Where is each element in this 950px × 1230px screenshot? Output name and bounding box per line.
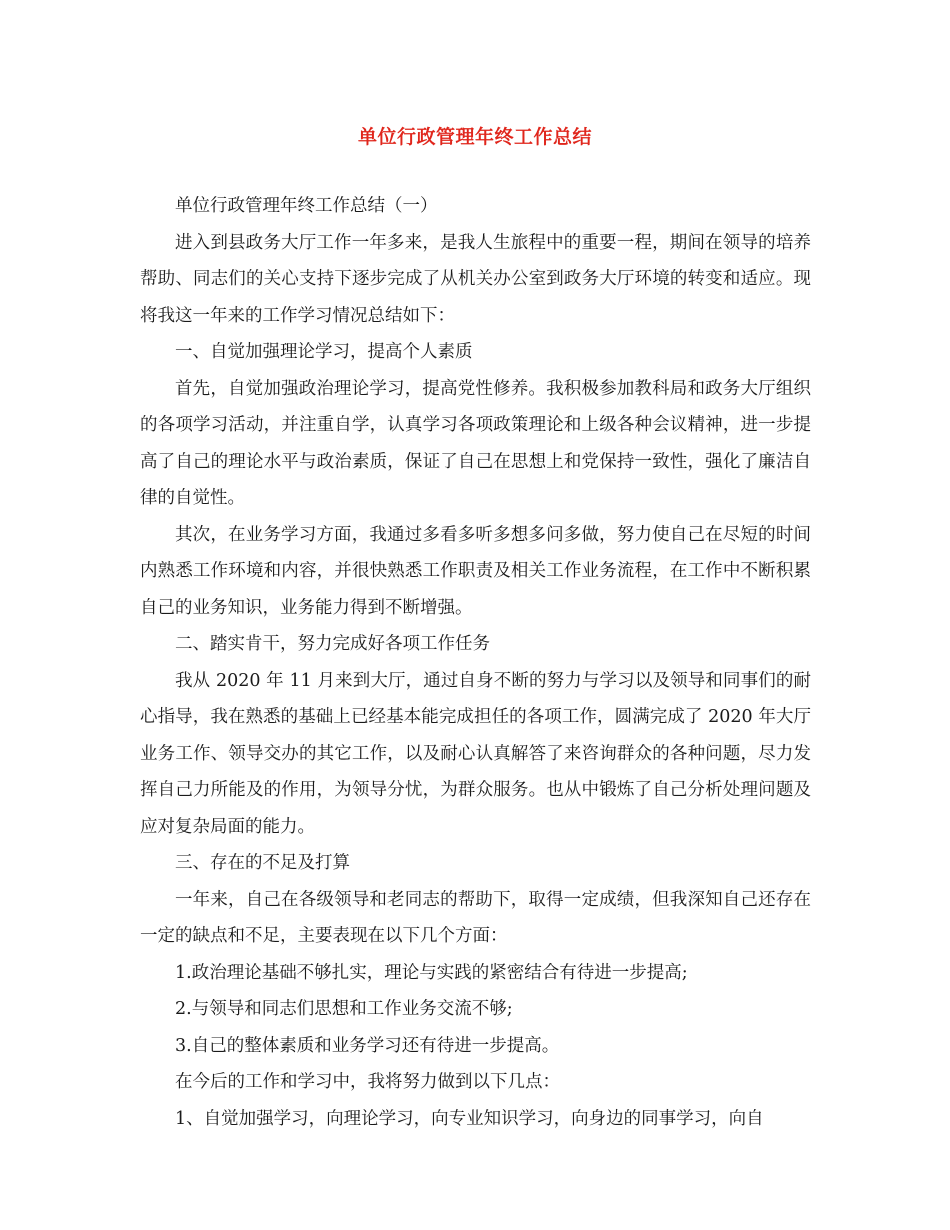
- body-paragraph: 在今后的工作和学习中，我将努力做到以下几点：: [175, 1072, 560, 1092]
- list-item: 3.自己的整体素质和业务学习还有待进一步提高。: [175, 1035, 560, 1056]
- list-item: 1.政治理论基础不够扎实，理论与实践的紧密结合有待进一步提高;: [175, 962, 688, 983]
- list-item: 1、自觉加强学习，向理论学习，向专业知识学习，向身边的同事学习，向自: [175, 1108, 764, 1129]
- section-heading-3: 三、存在的不足及打算: [175, 853, 350, 873]
- body-paragraph: 其次，在业务学习方面，我通过多看多听多想多问多做，努力使自己在尽短的时间内熟悉工作环境和内容，并很快熟悉工作职责及相关工作业务流程，在工作中不断积累自己的业务知识，业务能力得到不断增强。: [140, 524, 811, 618]
- document-title: 单位行政管理年终工作总结: [357, 126, 592, 148]
- body-paragraph: 我从 2020 年 11 月来到大厅，通过自身不断的努力与学习以及领导和同事们的耐心指导，我在熟悉的基础上已经基本能完成担任的各项工作，圆满完成了 2020 年大厅业务工作、领导交办的其它工作，以及耐心认真解答了来咨询群众的各种问题，尽力发挥自己力所能及的作用，为领导分忧，为群众服务。也从中锻炼了自己分析处理问题及应对复杂局面的能力。: [140, 670, 811, 837]
- body-paragraph: 一年来，自己在各级领导和老同志的帮助下，取得一定成绩，但我深知自己还存在一定的缺点和不足，主要表现在以下几个方面：: [140, 889, 811, 946]
- list-item: 2.与领导和同志们思想和工作业务交流不够;: [175, 999, 513, 1019]
- intro-paragraph: 进入到县政务大厅工作一年多来，是我人生旅程中的重要一程，期间在领导的培养帮助、同志们的关心支持下逐步完成了从机关办公室到政务大厅环境的转变和适应。现将我这一年来的工作学习情况总结如下：: [140, 232, 811, 326]
- document-body: [140, 188, 811, 1137]
- section-heading-1: 一、自觉加强理论学习，提高个人素质: [175, 342, 473, 362]
- section-heading-2: 二、踏实肯干，努力完成好各项工作任务: [175, 634, 490, 654]
- body-paragraph: 首先，自觉加强政治理论学习，提高党性修养。我积极参加教科局和政务大厅组织的各项学习活动，并注重自学，认真学习各项政策理论和上级各种会议精神，进一步提高了自己的理论水平与政治素质，保证了自己在思想上和党保持一致性，强化了廉洁自律的自觉性。: [140, 378, 811, 508]
- subtitle-paragraph: 单位行政管理年终工作总结（一）: [175, 196, 438, 216]
